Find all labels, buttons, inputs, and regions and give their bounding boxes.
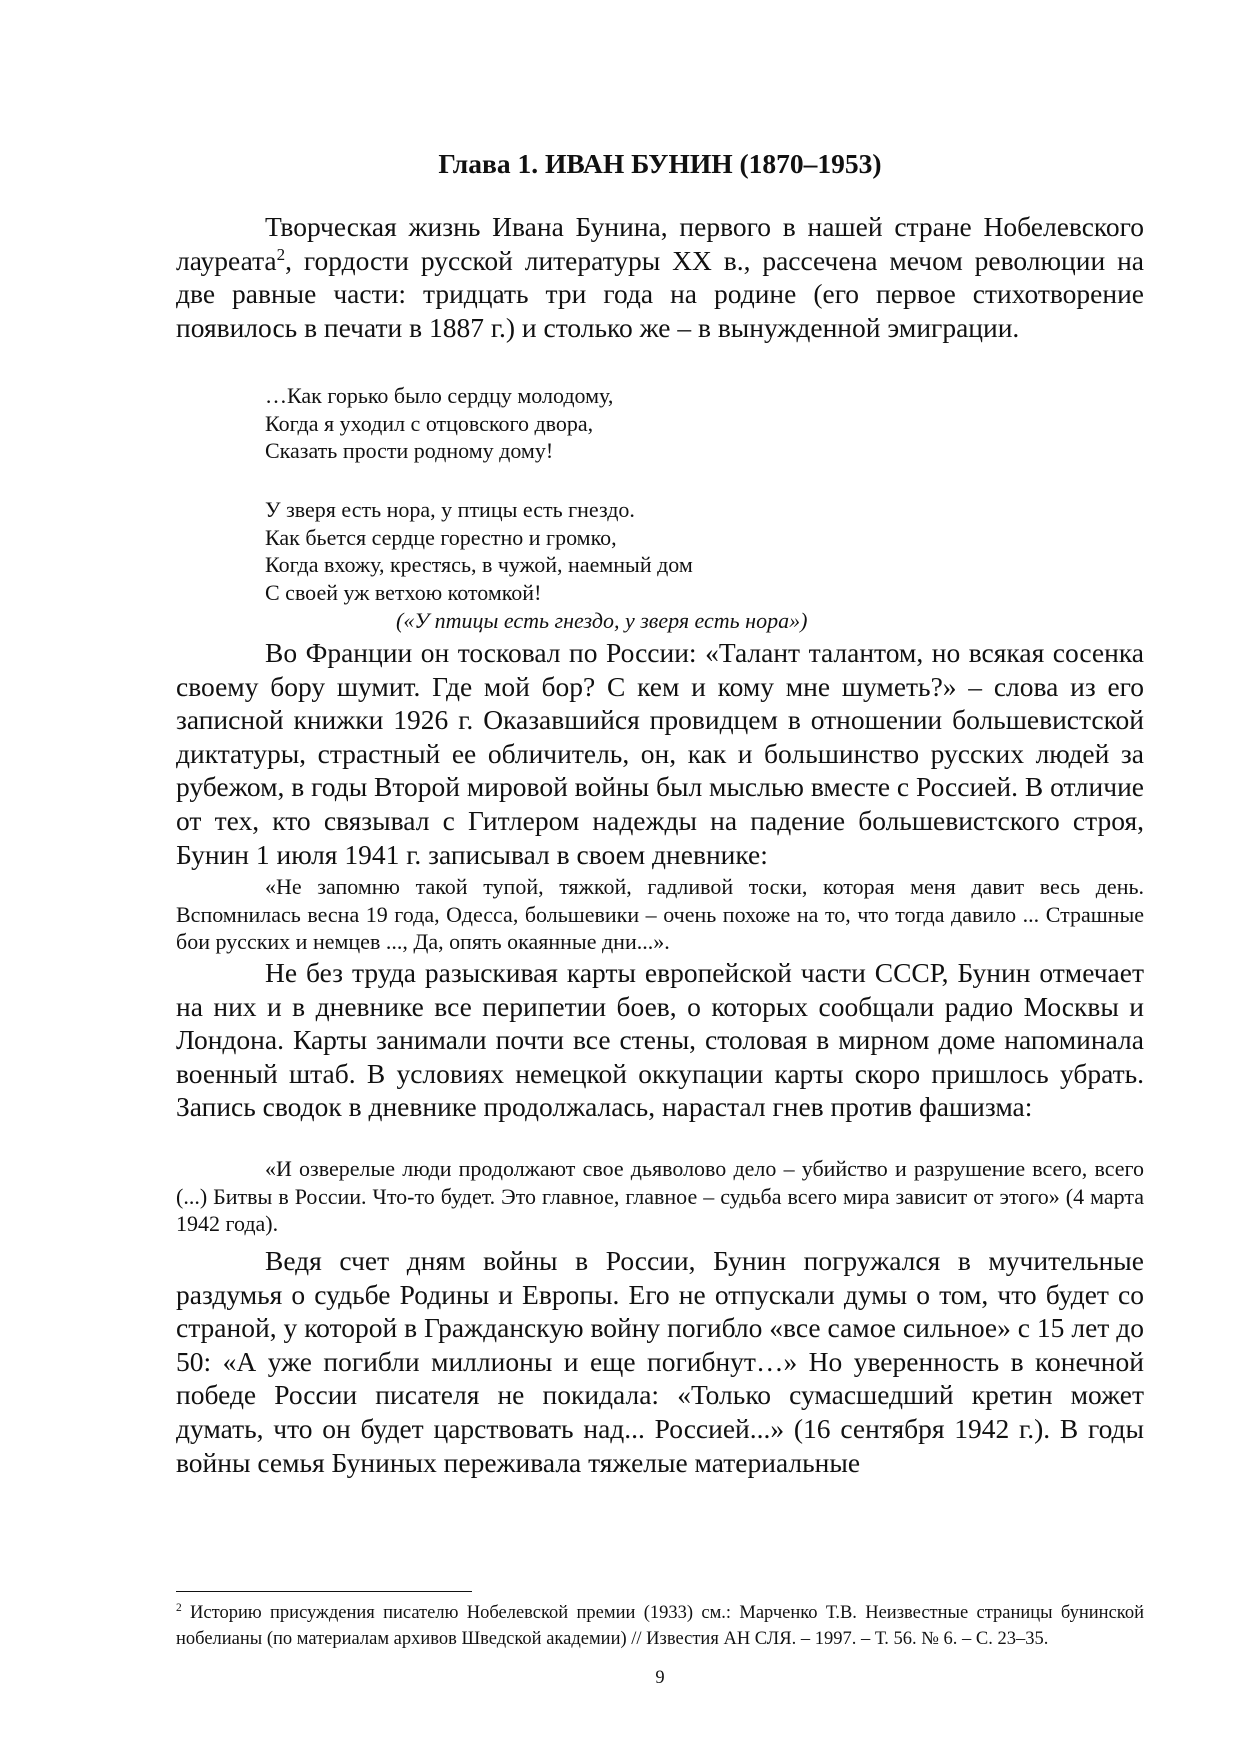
footnote-reference[interactable]: 2 <box>276 244 286 264</box>
paragraph-intro <box>176 210 1144 344</box>
poem-line: …Как горько было сердцу молодому, <box>265 383 614 408</box>
poem-stanza-1 <box>265 382 613 465</box>
paragraph-war-days: Ведя счет дням войны в России, Бунин погружался в мучительные раздумья о судьбе Родины и Европы. Его не отпускали думы о том, что будет со страной, у которой в Гражданскую войну погибло «все самое сильное» с 15 лет до 50: «А уже погибли миллионы и еще погибнут…» Но уверенность в конечной победе России писателя не покидала: «Только сумасшедший кретин может думать, что он будет царствовать над... Россией...» (16 сентября 1942 г.). В годы войны семья Буниных переживала тяжелые материальные <box>176 1245 1144 1478</box>
footnote-marker: 2 <box>176 1601 182 1614</box>
footnote-text: Историю присуждения писателю Нобелевской премии (1933) см.: Марченко Т.В. Неизвестные страницы бунинской нобелианы (по материалам архивов Шведской академии) // Известия АН СЛЯ. – 1997. – Т. 56. № 6. – С. 23–35. <box>176 1603 1144 1649</box>
paragraph-maps: Не без труда разыскивая карты европейской части СССР, Бунин отмечает на них и в дневнике все перипетии боев, о которых сообщали радио Москвы и Лондона. Карты занимали почти все стены, столовая в мирном доме напоминала военный штаб. В условиях немецкой оккупации карты скоро пришлось убрать. Запись сводок в дневнике продолжалась, нарастал гнев против фашизма: <box>176 957 1144 1123</box>
poem-line: У зверя есть нора, у птицы есть гнездо. <box>265 497 635 522</box>
page-number: 9 <box>655 1668 665 1688</box>
poem-line: Как бьется сердце горестно и громко, <box>265 524 617 550</box>
paragraph-france: Во Франции он тосковал по России: «Талант талантом, но всякая сосенка своему бору шумит. Где мой бор? С кем и кому мне шуметь?» – слова из его записной книжки 1926 г. Оказавшийся провидцем в отношении большевистской диктатуры, страстный ее обличитель, он, как и большинство русских людей за рубежом, в годы Второй мировой войны был мыслью вместе с Россией. В отличие от тех, кто связывал с Гитлером надежды на падение большевистского строя, Бунин 1 июля 1941 г. записывал в своем дневнике: <box>176 637 1144 870</box>
poem-line: Сказать прости родному дому! <box>265 438 554 463</box>
poem-line: Когда я уходил с отцовского двора, <box>265 410 594 436</box>
chapter-title: Глава 1. ИВАН БУНИН (1870–1953) <box>438 148 882 179</box>
footnote-divider <box>176 1591 472 1592</box>
poem-stanza-2 <box>265 496 693 606</box>
diary-quote-1942: «И озверелые люди продолжают свое дьяволово дело – убийство и разрушение всего, всего (...) Битвы в России. Что-то будет. Это главное, главное – судьба всего мира зависит от этого» (4 марта 1942 года). <box>176 1156 1144 1236</box>
poem-line: С своей уж ветхою котомкой! <box>265 579 542 605</box>
paragraph-intro-text: Творческая жизнь Ивана Бунина, первого в нашей стране Нобелевского лауреата <box>176 211 1144 276</box>
poem-line: Когда вхожу, крестясь, в чужой, наемный дом <box>265 552 693 577</box>
paragraph-intro-text-cont: , гордости русской литературы XX в., рассечена мечом революции на две равные части: тридцать три года на родине (его первое стихотворение появилось в печати в 1887 г.) и столько же – в вынужденной эмиграции. <box>176 244 1144 343</box>
diary-quote-1941: «Не запомню такой тупой, тяжкой, гадливой тоски, которая меня давит весь день. Вспомнилась весна 19 года, Одесса, большевики – очень похоже на то, что тогда давило ... Страшные бои русских и немцев ..., Да, опять окаянные дни...». <box>176 874 1144 954</box>
poem-source: («У птицы есть гнездо, у зверя есть нора») <box>396 608 808 633</box>
footnote <box>176 1600 1144 1652</box>
